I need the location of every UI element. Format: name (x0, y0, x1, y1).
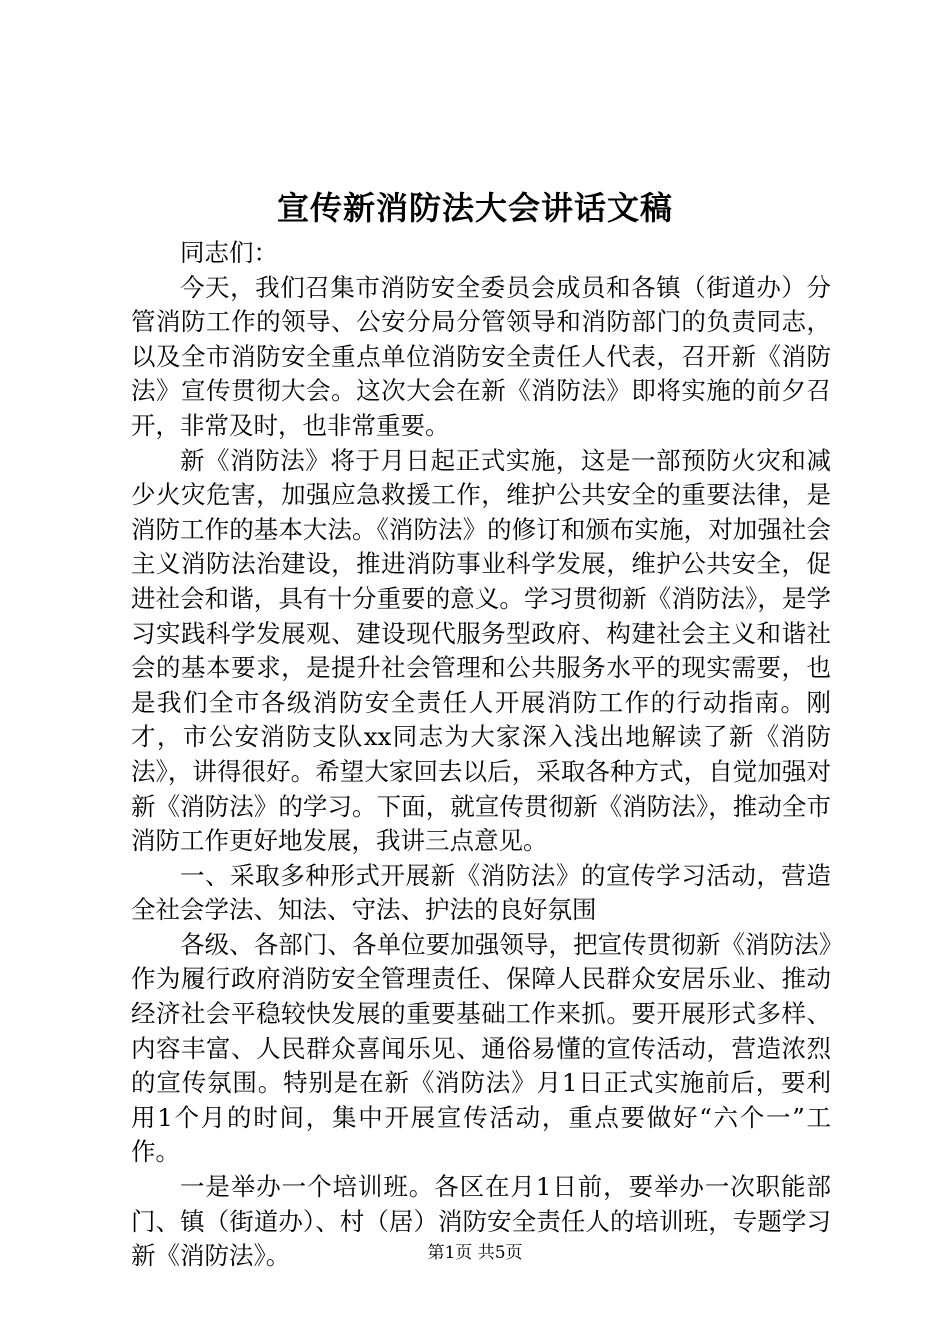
paragraph-training: 一是举办一个培训班。各区在月1日前，要举办一次职能部门、镇（街道办）、村（居）消防安全责任人的培训班，专题学习新《消防法》。 (131, 1172, 831, 1271)
document-title: 宣传新消防法大会讲话文稿 (276, 189, 673, 227)
paragraph-section-1: 各级、各部门、各单位要加强领导，把宣传贯彻新《消防法》作为履行政府消防安全管理责任、保障人民群众安居乐业、推动经济社会平稳较快发展的重要基础工作来抓。要开展形式多样、内容丰富、人民群众喜闻乐见、通俗易懂的宣传活动，营造浓烈的宣传氛围。特别是在新《消防法》月1日正式实施前后，要利用1个月的时间，集中开展宣传活动，重点要做好“六个一”工作。 (131, 929, 831, 1167)
section-heading-1: 一、采取多种形式开展新《消防法》的宣传学习活动，营造全社会学法、知法、守法、护法的良好氛围 (131, 860, 831, 925)
document-body (131, 236, 831, 1274)
paragraph-intro: 今天，我们召集市消防安全委员会成员和各镇（街道办）分管消防工作的领导、公安分局分管领导和消防部门的负责同志，以及全市消防安全重点单位消防安全责任人代表，召开新《消防法》宣传贯彻大会。这次大会在新《消防法》即将实施的前夕召开，非常及时，也非常重要。 (131, 272, 831, 440)
paragraph-significance: 新《消防法》将于月日起正式实施，这是一部预防火灾和减少火灾危害，加强应急救援工作，维护公共安全的重要法律，是消防工作的基本大法。《消防法》的修订和颁布实施，对加强社会主义消防法治建设，推进消防事业科学发展，维护公共安全，促进社会和谐，具有十分重要的意义。学习贯彻新《消防法》，是学习实践科学发展观、建设现代服务型政府、构建社会主义和谐社会的基本要求，是提升社会管理和公共服务水平的现实需要，也是我们全市各级消防安全责任人开展消防工作的行动指南。刚才，市公安消防支队xx同志为大家深入浅出地解读了新《消防法》，讲得很好。希望大家回去以后，采取各种方式，自觉加强对新《消防法》的学习。下面，就宣传贯彻新《消防法》，推动全市消防工作更好地发展，我讲三点意见。 (131, 445, 831, 856)
paragraph-salutation: 同志们： (180, 238, 278, 267)
page-footer: 第1页 共5页 (427, 1243, 523, 1263)
